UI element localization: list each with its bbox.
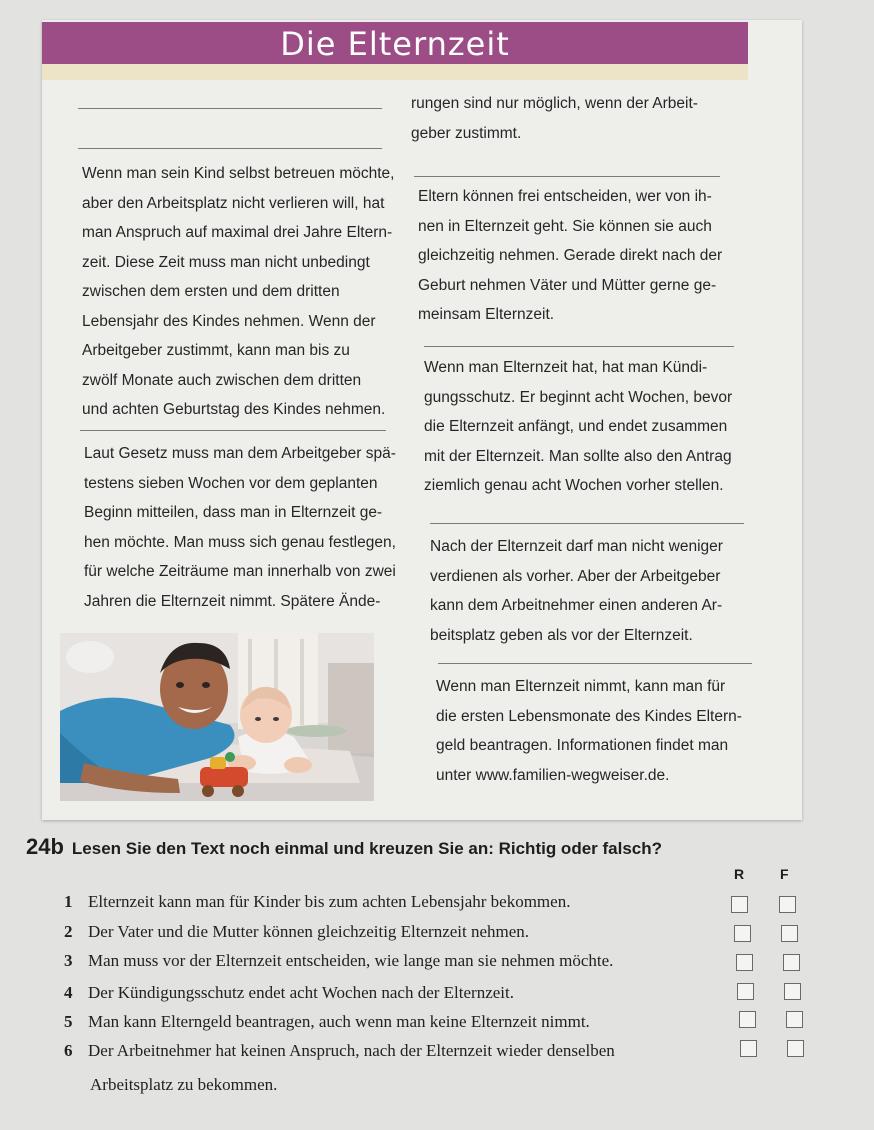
text-line: Arbeitgeber zustimmt, kann man bis zu bbox=[82, 342, 350, 359]
text-line: und achten Geburtstag des Kindes nehmen. bbox=[82, 401, 386, 418]
statement-4 bbox=[64, 983, 514, 1003]
blank-line bbox=[78, 108, 382, 109]
text-line: unter www.familien-wegweiser.de. bbox=[436, 766, 670, 784]
right-paragraph-2 bbox=[424, 353, 732, 501]
checkbox-r-1[interactable] bbox=[731, 896, 748, 913]
blank-line bbox=[80, 430, 386, 431]
checkbox-r-2[interactable] bbox=[734, 925, 751, 942]
statement-5 bbox=[64, 1012, 590, 1032]
right-paragraph-3 bbox=[430, 532, 723, 650]
checkbox-f-2[interactable] bbox=[781, 925, 798, 942]
page-title: Die Elternzeit bbox=[42, 22, 748, 64]
statement-text: Man muss vor der Elternzeit entscheiden, wie lange man sie nehmen möchte. bbox=[88, 951, 614, 970]
exercise-number: 24b bbox=[26, 834, 64, 859]
text-line: Wenn man sein Kind selbst betreuen möchte, bbox=[82, 165, 395, 182]
checkbox-r-3[interactable] bbox=[736, 954, 753, 971]
photo-father-baby bbox=[60, 633, 374, 801]
statement-number: 6 bbox=[64, 1041, 73, 1060]
exercise-instruction: Lesen Sie den Text noch einmal und kreuzen Sie an: Richtig oder falsch? bbox=[71, 839, 663, 858]
checkbox-f-3[interactable] bbox=[783, 954, 800, 971]
right-paragraph-0 bbox=[411, 89, 698, 148]
blank-line bbox=[424, 346, 734, 347]
statement-text: Der Arbeitnehmer hat keinen Anspruch, nach der Elternzeit wieder denselben bbox=[88, 1041, 615, 1060]
text-line: aber den Arbeitsplatz nicht verlieren will, hat bbox=[82, 194, 385, 212]
text-line: nen in Elternzeit geht. Sie können sie auch bbox=[418, 217, 712, 235]
blank-line bbox=[438, 663, 752, 664]
text-line: man Anspruch auf maximal drei Jahre Eltern- bbox=[82, 224, 393, 241]
blank-line bbox=[414, 176, 720, 177]
statement-number: 4 bbox=[64, 983, 73, 1002]
left-paragraph-2 bbox=[84, 439, 396, 616]
text-line: Beginn mitteilen, dass man in Elternzeit ge- bbox=[84, 504, 383, 521]
text-line: Geburt nehmen Väter und Mütter gerne ge- bbox=[418, 276, 717, 294]
text-line: Wenn man Elternzeit nimmt, kann man für bbox=[436, 678, 726, 695]
text-line: zeit. Diese Zeit muss man nicht unbedingt bbox=[82, 253, 370, 271]
text-line: Nach der Elternzeit darf man nicht weniger bbox=[430, 538, 723, 555]
text-line: rungen sind nur möglich, wenn der Arbeit- bbox=[411, 95, 698, 112]
statement-1 bbox=[64, 892, 570, 912]
text-line: Eltern können frei entscheiden, wer von ih- bbox=[418, 188, 712, 205]
statement-number: 2 bbox=[64, 922, 73, 941]
text-line: die Elternzeit anfängt, und endet zusammen bbox=[424, 418, 728, 435]
statement-text: Der Vater und die Mutter können gleichzeitig Elternzeit nehmen. bbox=[88, 922, 530, 941]
statement-3 bbox=[64, 951, 613, 971]
statement-6-continuation: Arbeitsplatz zu bekommen. bbox=[90, 1075, 278, 1094]
statement-number: 1 bbox=[64, 892, 73, 911]
right-paragraph-4 bbox=[436, 672, 742, 790]
column-header-falsch: F bbox=[780, 866, 789, 882]
column-header-richtig: R bbox=[734, 866, 745, 882]
text-line: mit der Elternzeit. Man sollte also den Antrag bbox=[424, 447, 732, 465]
text-line: kann dem Arbeitnehmer einen anderen Ar- bbox=[430, 597, 723, 614]
blank-line bbox=[430, 523, 744, 524]
text-line: Wenn man Elternzeit hat, hat man Kündi- bbox=[424, 359, 708, 376]
text-line: zwölf Monate auch zwischen dem dritten bbox=[82, 371, 362, 389]
checkbox-r-4[interactable] bbox=[737, 983, 754, 1000]
text-line: ziemlich genau acht Wochen vorher stellen. bbox=[424, 477, 724, 494]
right-paragraph-1 bbox=[418, 182, 722, 330]
text-line: hen möchte. Man muss sich genau festlegen, bbox=[84, 533, 396, 551]
blank-line bbox=[78, 148, 382, 149]
statement-2 bbox=[64, 922, 529, 942]
text-line: beitsplatz geben als vor der Elternzeit. bbox=[430, 626, 693, 644]
text-line: die ersten Lebensmonate des Kindes Eltern- bbox=[436, 707, 742, 725]
checkbox-f-1[interactable] bbox=[779, 896, 796, 913]
exercise-heading bbox=[26, 834, 662, 860]
text-line: gungsschutz. Er beginnt acht Wochen, bevor bbox=[424, 388, 733, 406]
text-line: testens sieben Wochen vor dem geplanten bbox=[84, 474, 378, 492]
statement-number: 3 bbox=[64, 951, 73, 970]
text-line: Jahren die Elternzeit nimmt. Spätere Ände- bbox=[84, 592, 381, 610]
text-line: zwischen dem ersten und dem dritten bbox=[82, 283, 340, 300]
statement-text: Elternzeit kann man für Kinder bis zum achten Lebensjahr bekommen. bbox=[88, 892, 571, 911]
statement-text: Man kann Elterngeld beantragen, auch wenn man keine Elternzeit nimmt. bbox=[88, 1012, 590, 1031]
text-line: Laut Gesetz muss man dem Arbeitgeber spä- bbox=[84, 445, 396, 462]
statement-6 bbox=[64, 1041, 615, 1061]
checkbox-r-6[interactable] bbox=[740, 1040, 757, 1057]
text-line: für welche Zeiträume man innerhalb von zwei bbox=[84, 563, 396, 580]
left-paragraph-1 bbox=[82, 159, 394, 425]
checkbox-f-6[interactable] bbox=[787, 1040, 804, 1057]
photo-illustration bbox=[60, 633, 374, 801]
statement-number: 5 bbox=[64, 1012, 73, 1031]
title-strip bbox=[42, 64, 748, 80]
text-line: gleichzeitig nehmen. Gerade direkt nach der bbox=[418, 247, 723, 264]
checkbox-f-4[interactable] bbox=[784, 983, 801, 1000]
text-line: meinsam Elternzeit. bbox=[418, 306, 555, 323]
text-line: Lebensjahr des Kindes nehmen. Wenn der bbox=[82, 312, 376, 330]
text-line: verdienen als vorher. Aber der Arbeitgeber bbox=[430, 567, 721, 585]
checkbox-f-5[interactable] bbox=[786, 1011, 803, 1028]
text-line: geber zustimmt. bbox=[411, 124, 522, 142]
checkbox-r-5[interactable] bbox=[739, 1011, 756, 1028]
statement-text: Der Kündigungsschutz endet acht Wochen nach der Elternzeit. bbox=[88, 983, 514, 1002]
text-line: geld beantragen. Informationen findet man bbox=[436, 737, 729, 754]
